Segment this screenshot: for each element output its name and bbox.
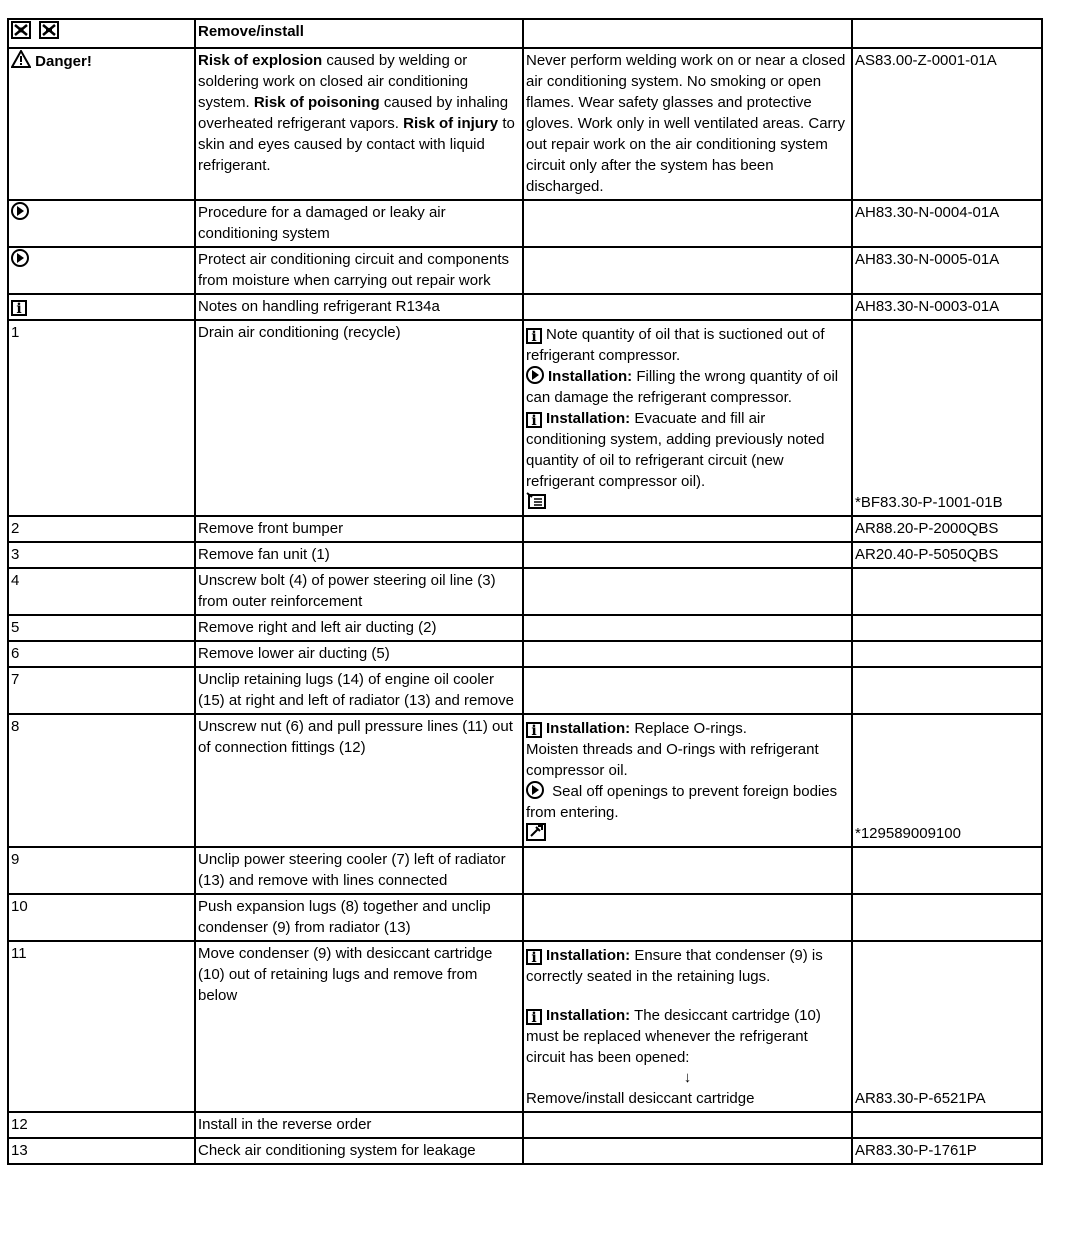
note-text: Notes on handling refrigerant R134a [195, 294, 523, 320]
step-ref[interactable]: AR20.40-P-5050QBS [852, 542, 1042, 568]
step-row [8, 641, 1042, 667]
step-notes: i Note quantity of oil that is suctioned out of refrigerant compressor. Installation: Filling the wrong quantity of oil can damage the refrigerant compressor. i Installation: Evacuate and fill air conditioning system, adding previously noted quantity of oil to refrigerant circuit (new refrigerant compressor oil). [523, 320, 852, 516]
step-ref[interactable]: AR83.30-P-6521PA [852, 941, 1042, 1112]
header-icons-cell [8, 19, 195, 48]
step-row [8, 1138, 1042, 1164]
step-text: Remove lower air ducting (5) [195, 641, 523, 667]
down-arrow-icon: ↓ [683, 1069, 692, 1086]
step-number: 7 [8, 667, 195, 714]
danger-label-cell [8, 48, 195, 200]
stop-icon [526, 366, 544, 384]
note-stop-icon [11, 249, 29, 267]
step-row [8, 714, 1042, 847]
header-title: Remove/install [195, 19, 523, 48]
step-number: 3 [8, 542, 195, 568]
step-number: 8 [8, 714, 195, 847]
note-row [8, 247, 1042, 294]
step-text: Check air conditioning system for leakage [195, 1138, 523, 1164]
step-row [8, 667, 1042, 714]
table-header-row [8, 19, 1042, 48]
danger-measures: Never perform welding work on or near a closed air conditioning system. No smoking or open flames. Wear safety glasses and protective gloves. Work only in well ventilated areas. Carry out repair work on the air conditioning system circuit only after the system has been discharged. [523, 48, 852, 200]
step-text: Install in the reverse order [195, 1112, 523, 1138]
step-number: 1 [8, 320, 195, 516]
step-row [8, 568, 1042, 615]
step-notes: i Installation: Replace O-rings. Moisten threads and O-rings with refrigerant compressor oil. Seal off openings to prevent foreign bodies from entering. [523, 714, 852, 847]
stop-icon [526, 781, 544, 799]
desiccant-link[interactable]: Remove/install desiccant cartridge [526, 1090, 755, 1107]
step-ref[interactable]: AR83.30-P-1761P [852, 1138, 1042, 1164]
step-text: Move condenser (9) with desiccant cartridge (10) out of retaining lugs and remove from below [195, 941, 523, 1112]
procedure-table [7, 18, 1043, 1165]
special-tool-icon [526, 823, 546, 841]
step-text: Unscrew bolt (4) of power steering oil line (3) from outer reinforcement [195, 568, 523, 615]
step-number: 10 [8, 894, 195, 941]
step-row [8, 615, 1042, 641]
warning-triangle-icon [11, 50, 31, 68]
danger-row [8, 48, 1042, 200]
step-row [8, 516, 1042, 542]
wrench-remove-icon [11, 21, 31, 39]
step-text: Unclip retaining lugs (14) of engine oil cooler (15) at right and left of radiator (13) and remove [195, 667, 523, 714]
step-number: 2 [8, 516, 195, 542]
step-text: Unscrew nut (6) and pull pressure lines (11) out of connection fittings (12) [195, 714, 523, 847]
step-row [8, 941, 1042, 1112]
note-ref[interactable]: AH83.30-N-0005-01A [852, 247, 1042, 294]
document-list-icon [526, 492, 548, 510]
step-ref[interactable]: *129589009100 [852, 714, 1042, 847]
note-row [8, 200, 1042, 247]
step-number: 12 [8, 1112, 195, 1138]
step-number: 13 [8, 1138, 195, 1164]
danger-ref[interactable]: AS83.00-Z-0001-01A [852, 48, 1042, 200]
step-text: Remove front bumper [195, 516, 523, 542]
note-row [8, 294, 1042, 320]
step-row [8, 847, 1042, 894]
step-text: Unclip power steering cooler (7) left of radiator (13) and remove with lines connected [195, 847, 523, 894]
step-text: Drain air conditioning (recycle) [195, 320, 523, 516]
note-ref[interactable]: AH83.30-N-0004-01A [852, 200, 1042, 247]
note-text: Protect air conditioning circuit and components from moisture when carrying out repair work [195, 247, 523, 294]
info-icon: i [526, 328, 542, 344]
step-row [8, 542, 1042, 568]
step-row [8, 894, 1042, 941]
step-number: 11 [8, 941, 195, 1112]
note-stop-icon [11, 202, 29, 220]
step-number: 6 [8, 641, 195, 667]
note-text: Procedure for a damaged or leaky air conditioning system [195, 200, 523, 247]
note-ref[interactable]: AH83.30-N-0003-01A [852, 294, 1042, 320]
step-ref[interactable]: *BF83.30-P-1001-01B [852, 320, 1042, 516]
step-row [8, 1112, 1042, 1138]
step-ref[interactable]: AR88.20-P-2000QBS [852, 516, 1042, 542]
step-number: 9 [8, 847, 195, 894]
step-text: Remove fan unit (1) [195, 542, 523, 568]
info-icon: i [526, 1009, 542, 1025]
info-icon: i [526, 722, 542, 738]
danger-label: Danger! [35, 53, 92, 70]
info-icon: i [526, 949, 542, 965]
step-notes: i Installation: Ensure that condenser (9) is correctly seated in the retaining lugs. i Installation: The desiccant cartridge (10) must be replaced whenever the refrigerant circuit has been opened: ↓ Remove/install desiccant cartridge [523, 941, 852, 1112]
step-number: 5 [8, 615, 195, 641]
wrench-install-icon [39, 21, 59, 39]
step-text: Remove right and left air ducting (2) [195, 615, 523, 641]
step-text: Push expansion lugs (8) together and unclip condenser (9) from radiator (13) [195, 894, 523, 941]
info-icon: i [526, 412, 542, 428]
info-icon: i [11, 300, 27, 316]
step-row [8, 320, 1042, 516]
step-number: 4 [8, 568, 195, 615]
danger-risks: Risk of explosion caused by welding or soldering work on closed air conditioning system. Risk of poisoning caused by inhaling overheated refrigerant vapors. Risk of injury to skin and eyes caused by contact with liquid refrigerant. [195, 48, 523, 200]
